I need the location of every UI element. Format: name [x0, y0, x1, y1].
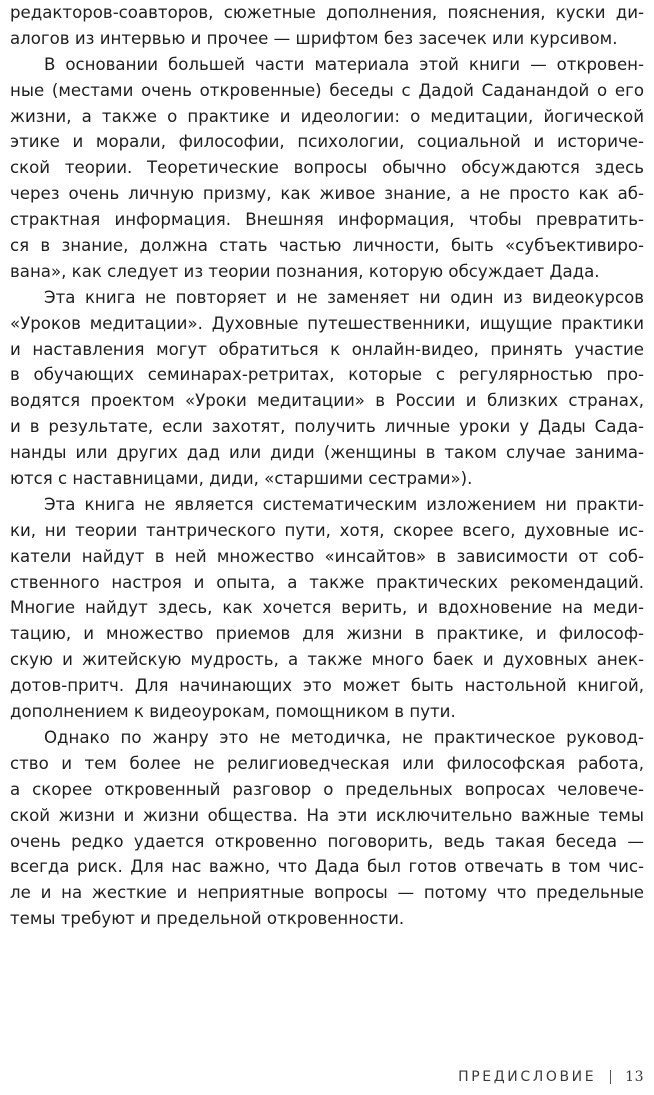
text-line: Эта книга не повторяет и не заменяет ни один из видеокурсов [44, 287, 644, 307]
text-line: страктная информация. Внешняя информация, чтобы превратить- [10, 210, 644, 230]
page-number: 13 [625, 1069, 644, 1085]
text-line: скую и житейскую мудрость, а также много баек и духовных анек- [10, 650, 644, 670]
section-title: ПРЕДИСЛОВИЕ [458, 1069, 597, 1085]
footer-separator [610, 1070, 611, 1084]
text-line: а скорее откровенный разговор о предельных вопросах человече- [10, 779, 644, 799]
text-line: дотов-притч. Для начинающих это может быть настольной книгой, [10, 676, 644, 696]
text-line: в обучающих семинарах-ретритах, которые с регулярностью про- [10, 365, 644, 385]
text-line: В основании большей части материала этой книги — откровен- [44, 54, 644, 74]
text-line: ле и на жесткие и неприятные вопросы — потому что предельные [10, 883, 644, 903]
text-line: темы требуют и предельной откровенности. [10, 909, 405, 929]
text-line: Многие найдут здесь, как хочется верить, и вдохновение на меди- [10, 598, 644, 618]
paragraph [10, 52, 644, 285]
text-line: ской теории. Теоретические вопросы обычно обсуждаются здесь [10, 158, 644, 178]
paragraph [10, 0, 644, 52]
text-line: алогов из интервью и прочее — шрифтом без засечек или курсивом. [10, 28, 618, 48]
text-line: ки, ни теории тантрического пути, хотя, скорее всего, духовные ис- [10, 520, 644, 540]
text-line: редакторов-соавторов, сюжетные дополнения, пояснения, куски ди- [10, 3, 644, 22]
text-line: всегда риск. Для нас важно, что Дада был готов отвечать в том чис- [10, 857, 644, 877]
text-line: «Уроков медитации». Духовные путешественники, ищущие практики [10, 313, 644, 333]
text-line: дополнением к видеоурокам, помощником в пути. [10, 702, 456, 722]
paragraph [10, 285, 644, 492]
paragraph [10, 725, 644, 932]
text-line: ются с наставницами, диди, «старшими сестрами»). [10, 469, 473, 489]
text-line: ные (местами очень откровенные) беседы с Дадой Саданандой о его [10, 80, 644, 100]
text-line: этике и морали, философии, психологии, социальной и историче- [10, 132, 644, 152]
text-line: вана», как следует из теории познания, которую обсуждает Дада. [10, 261, 600, 281]
text-line: Эта книга не является систематическим изложением ни практи- [44, 494, 644, 514]
paragraph [10, 492, 644, 725]
text-line: ственного настроя и опыта, а также практических рекомендаций. [10, 572, 644, 592]
text-line: очень редко удается откровенно поговорить, ведь такая беседа — [10, 831, 644, 851]
text-line: нанды или других дад или диди (женщины в таком случае занима- [10, 443, 644, 463]
text-line: и наставления могут обратиться к онлайн-видео, принять участие [10, 339, 644, 359]
text-line: водятся проектом «Уроки медитации» в России и близких странах, [10, 391, 644, 411]
running-footer [458, 1066, 644, 1088]
text-line: тацию, и множество приемов для жизни в практике, и философ- [10, 624, 644, 644]
text-line: жизни, а также о практике и идеологии: о медитации, йогической [10, 106, 644, 126]
text-line: ство и тем более не религиоведческая или философская работа, [10, 753, 644, 773]
text-line: ской жизни и жизни общества. На эти исключительно важные темы [10, 805, 644, 825]
text-line: через очень личную призму, как живое знание, а не просто как аб- [10, 184, 644, 204]
text-line: и в результате, если захотят, получить личные уроки у Дады Сада- [10, 417, 644, 437]
page-body [10, 0, 644, 932]
text-line: Однако по жанру это не методичка, не практическое руковод- [44, 727, 644, 747]
text-line: катели найдут в ней множество «инсайтов» в зависимости от соб- [10, 546, 644, 566]
text-line: ся в знание, должна стать частью личности, быть «субъективиро- [10, 236, 644, 256]
